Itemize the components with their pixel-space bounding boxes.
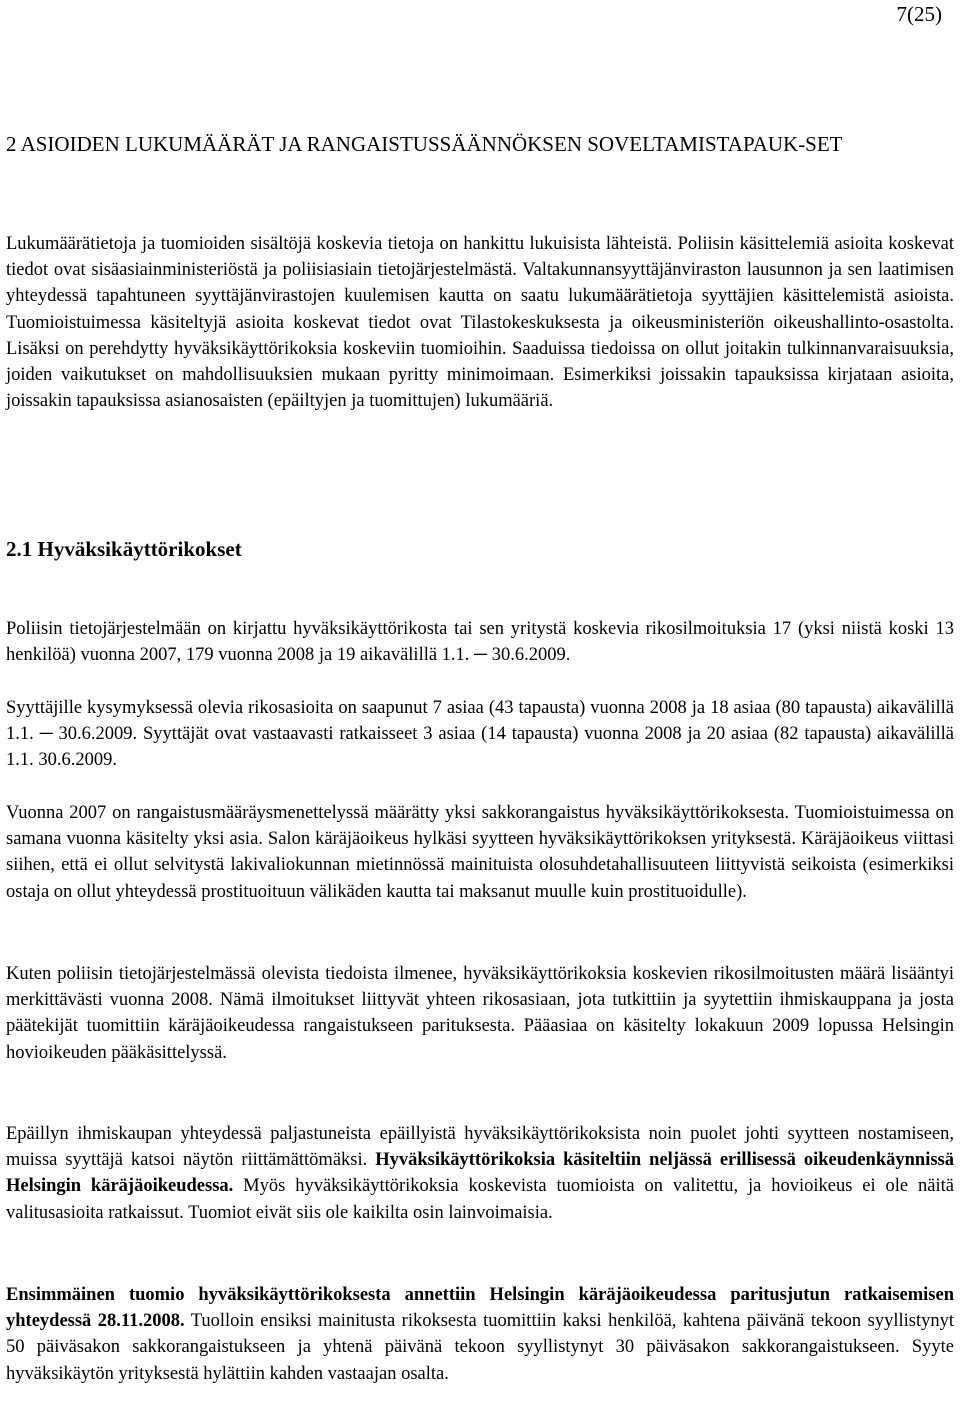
paragraph-text: Tuolloin ensiksi mainitusta rikoksesta tuomittiin kaksi henkilöä, kahtena päivänä tekoon syyllistynyt 50 päiväsakon sakkorangaistukseen ja yhtenä päivänä tekoon syyllistynyt 30 päiväsakon sakkorangaistukseen. Syyte hyväksikäytön yrityksestä hylättiin kahden vastaajan osalta.: [6, 1311, 954, 1384]
paragraph-prosecutors: Syyttäjille kysymyksessä olevia rikosasioita on saapunut 7 asiaa (43 tapausta) vuonna 2008 ja 18 asiaa (80 tapausta) aikavälillä 1.1. ─ 30.6.2009. Syyttäjät ovat vastaavasti ratkaisseet 3 asiaa (14 tapausta) vuonna 2008 ja 20 asiaa (82 tapausta) aikavälillä 1.1. 30.6.2009.: [6, 698, 954, 771]
paragraph-text: Myös hyväksikäyttörikoksia koskevista tuomioista on valitettu, ja hovioikeus ei ole näitä valitusasioita ratkaissut. Tuomiot eivät siis ole kaikilta osin lainvoimaisia.: [6, 1176, 954, 1223]
intro-paragraph: Lukumäärätietoja ja tuomioiden sisältöjä koskevia tietoja on hankittu lukuisista lähteistä. Poliisin käsittelemiä asioita koskevat tiedot ovat sisäasiainministeriöstä ja poliisiasiain tietojärjestelmästä. Valtakunnansyyttäjänviraston lausunnon ja sen laatimisen yhteydessä tapahtuneen syyttäjänvirastojen kuulemisen kautta on saatu lukumäärätietoja syyttäjien käsittelemistä asioista. Tuomioistuimessa käsiteltyjä asioita koskevat tiedot ovat Tilastokeskuksesta ja oikeusministeriön oikeushallinto-osastolta. Lisäksi on perehdytty hyväksikäyttörikoksia koskeviin tuomioihin. Saaduissa tiedoissa on ollut joitakin tulkinnanvaraisuuksia, joiden vaikutukset on mahdollisuuksien mukaan pyritty minimoimaan. Esimerkiksi joissakin tapauksissa kirjataan asioita, joissakin tapauksissa asianosaisten (epäiltyjen ja tuomittujen) lukumääriä.: [6, 234, 954, 412]
bold-emphasis: Hyväksikäyttörikoksia käsiteltiin neljässä erillisessä oikeudenkäynnissä Helsingin käräjäoikeudessa.: [6, 1150, 954, 1197]
bold-emphasis: Ensimmäinen tuomio hyväksikäyttörikoksesta annettiin Helsingin käräjäoikeudessa paritusjutun ratkaisemisen yhteydessä 28.11.2008.: [6, 1285, 954, 1332]
chapter-heading: 2 ASIOIDEN LUKUMÄÄRÄT JA RANGAISTUSSÄÄNNÖKSEN SOVELTAMISTAPAUK-SET: [6, 132, 843, 156]
paragraph-first-judgement: [6, 1282, 954, 1387]
paragraph-increase-2008: Kuten poliisin tietojärjestelmässä olevista tiedoista ilmenee, hyväksikäyttörikoksia koskevien rikosilmoitusten määrä lisääntyi merkittävästi vuonna 2008. Nämä ilmoitukset liittyvät yhteen rikosasiaan, jota tutkittiin ja syytettiin ihmiskauppana ja josta päätekijät tuomittiin käräjäoikeudessa rangaistukseen parituksesta. Pääasiaa on käsitelty lokakuun 2009 lopussa Helsingin hovioikeuden pääkäsittelyssä.: [6, 964, 954, 1063]
paragraph-text: Epäillyn ihmiskaupan yhteydessä paljastuneista epäillyistä hyväksikäyttörikoksista noin puolet johti syytteen nostamiseen, muissa syyttäjä katsoi näytön riittämättömäksi.: [6, 1124, 954, 1171]
section-heading: 2.1 Hyväksikäyttörikokset: [6, 537, 242, 561]
page-number: 7(25): [896, 2, 942, 26]
paragraph-trafficking-cases: [6, 1121, 954, 1226]
paragraph-police-reports: Poliisin tietojärjestelmään on kirjattu hyväksikäyttörikosta tai sen yritystä koskevia rikosilmoituksia 17 (yksi niistä koski 13 henkilöä) vuonna 2007, 179 vuonna 2008 ja 19 aikavälillä 1.1. ─ 30.6.2009.: [6, 619, 954, 666]
paragraph-2007-cases: Vuonna 2007 on rangaistusmääräysmenettelyssä määrätty yksi sakkorangaistus hyväksikäyttörikoksesta. Tuomioistuimessa on samana vuonna käsitelty yksi asia. Salon käräjäoikeus hylkäsi syytteen hyväksikäyttörikoksen yrityksestä. Käräjäoikeus viittasi siihen, että ei ollut selvitystä lakivaliokunnan mietinnössä mainituista olosuhdetahallisuuteen liittyvistä seikoista (esimerkiksi ostaja on ollut yhteydessä prostituoituun välikäden kautta tai maksanut muulle kuin prostituoidulle).: [6, 803, 954, 902]
